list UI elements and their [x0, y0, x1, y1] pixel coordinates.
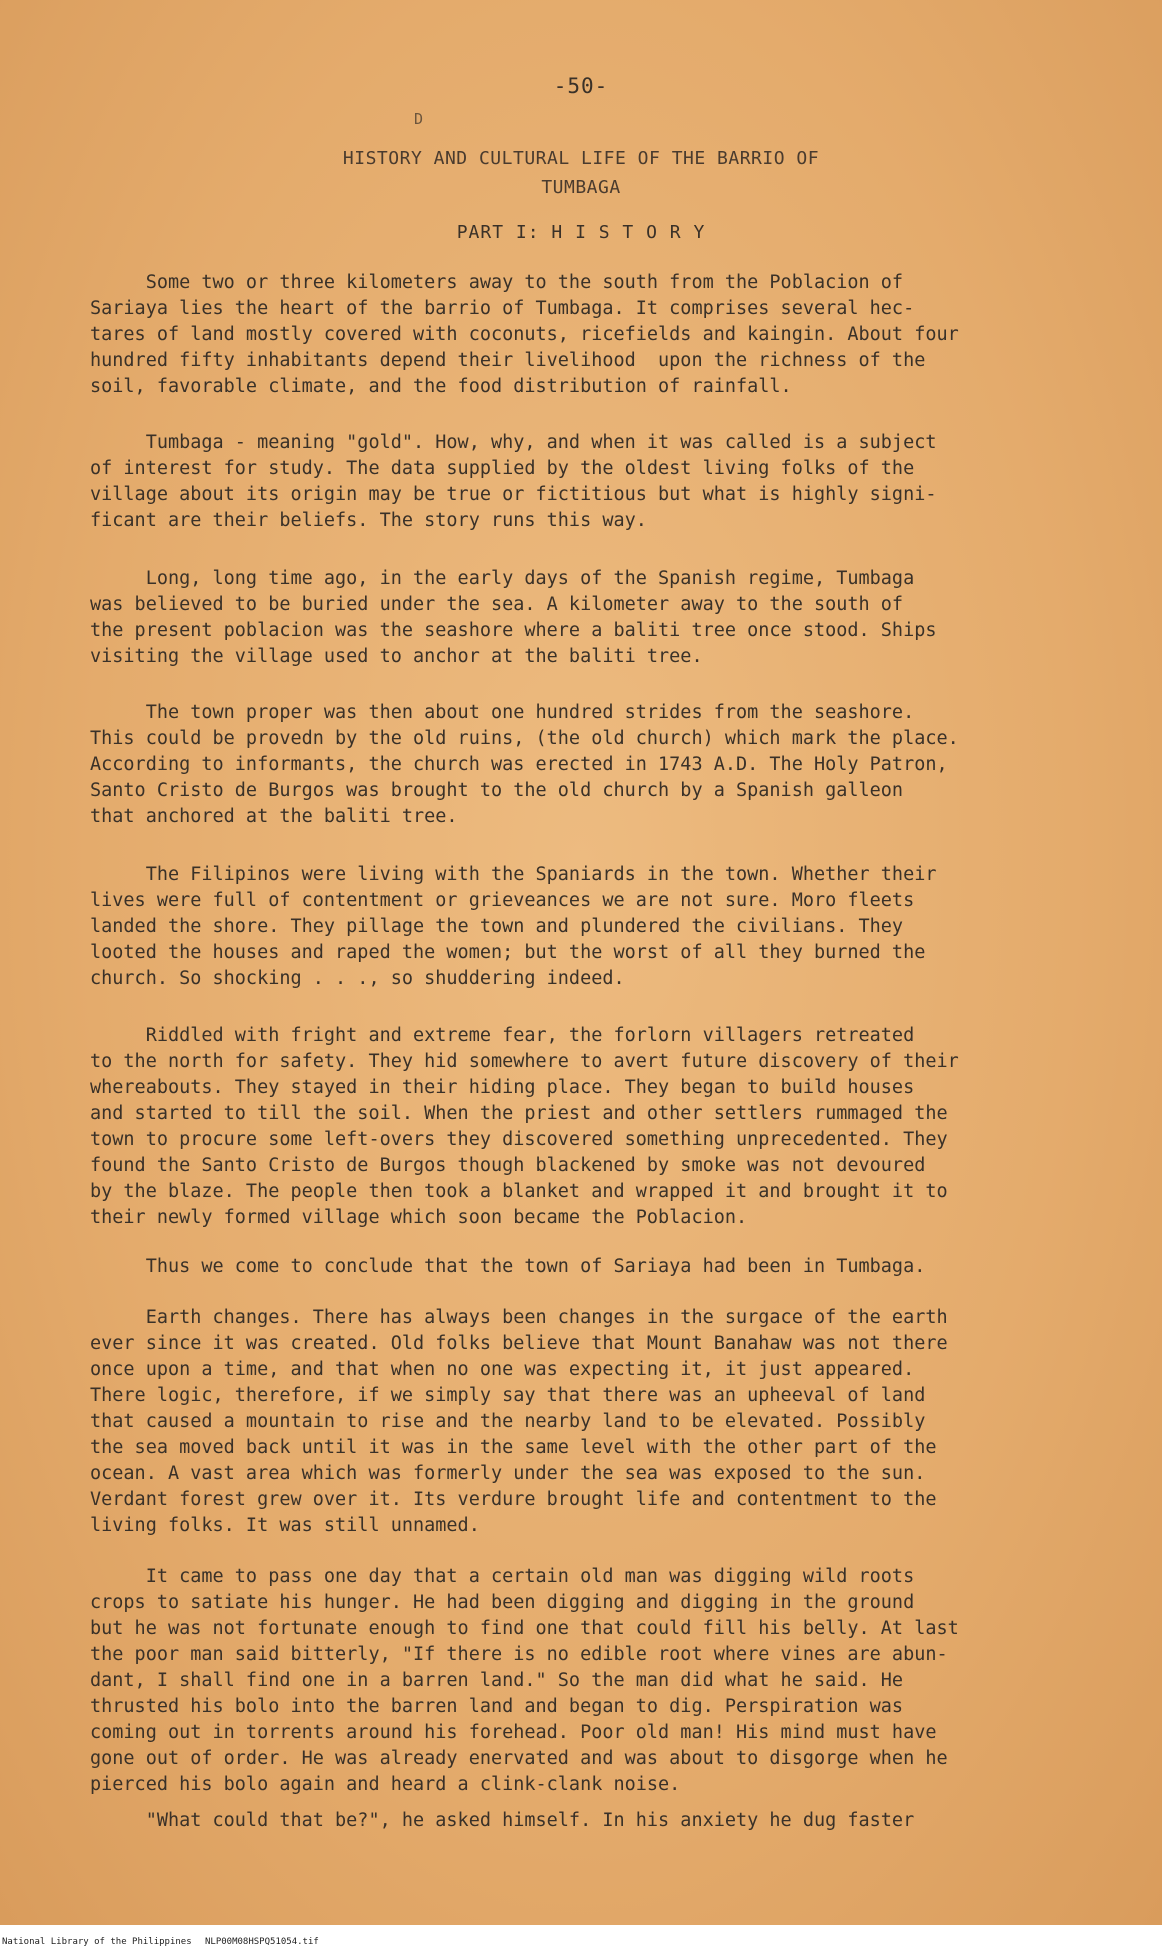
text-line: Thus we come to conclude that the town of Sariaya had been in Tumbaga. [90, 1256, 926, 1277]
text-line: but he was not fortunate enough to find one that could fill his belly. At last [90, 1618, 959, 1639]
text-line: Long, long time ago, in the early days of the Spanish regime, Tumbaga [90, 568, 915, 589]
paragraph [90, 270, 1080, 400]
text-line: hundred fifty inhabitants depend their livelihood upon the richness of the [90, 350, 926, 371]
text-line: church. So shocking . . ., so shuddering indeed. [90, 968, 625, 989]
title-line-1: HISTORY AND CULTURAL LIFE OF THE BARRIO OF [342, 148, 820, 169]
text-line: the sea moved back until it was in the same level with the other part of the [90, 1437, 937, 1458]
text-line: that anchored at the baliti tree. [90, 806, 458, 827]
text-line: lives were full of contentment or grieveances we are not sure. Moro fleets [90, 890, 915, 911]
text-line: landed the shore. They pillage the town and plundered the civilians. They [90, 916, 904, 937]
paragraph [90, 1254, 1080, 1280]
part-heading: PART I: H I S T O R Y [456, 222, 706, 243]
text-line: thrusted his bolo into the barren land and began to dig. Perspiration was [90, 1696, 904, 1717]
text-line: the present poblacion was the seashore where a baliti tree once stood. Ships [90, 620, 937, 641]
text-line: ficant are their beliefs. The story runs this way. [90, 510, 647, 531]
text-line: dant, I shall find one in a barren land." So the man did what he said. He [90, 1670, 904, 1691]
text-line: was believed to be buried under the sea. A kilometer away to the south of [90, 594, 904, 615]
text-line: the poor man said bitterly, "If there is no edible root where vines are abun- [90, 1644, 948, 1665]
text-line: town to procure some left-overs they discovered something unprecedented. They [90, 1129, 948, 1150]
text-line: visiting the village used to anchor at the baliti tree. [90, 646, 703, 667]
text-line: According to informants, the church was erected in 1743 A.D. The Holy Patron, [90, 754, 948, 775]
paragraph [90, 1564, 1080, 1798]
text-line: found the Santo Cristo de Burgos though blackened by smoke was not devoured [90, 1155, 926, 1176]
text-line: crops to satiate his hunger. He had been digging and digging in the ground [90, 1592, 915, 1613]
text-line: Earth changes. There has always been changes in the surgace of the earth [90, 1307, 948, 1328]
paragraph [90, 1023, 1080, 1231]
footer-file-name: NLP00M08HSPQ51054.tif [205, 1937, 319, 1947]
text-line: ever since it was created. Old folks believe that Mount Banahaw was not there [90, 1333, 948, 1354]
text-line: looted the houses and raped the women; but the worst of all they burned the [90, 942, 926, 963]
text-line: Verdant forest grew over it. Its verdure brought life and contentment to the [90, 1489, 937, 1510]
text-line: once upon a time, and that when no one was expecting it, it just appeared. [90, 1359, 915, 1380]
text-line: Santo Cristo de Burgos was brought to the old church by a Spanish galleon [90, 780, 904, 801]
text-line: The Filipinos were living with the Spaniards in the town. Whether their [90, 864, 937, 885]
text-line: to the north for safety. They hid somewhere to avert future discovery of their [90, 1051, 959, 1072]
text-line: by the blaze. The people then took a blanket and wrapped it and brought it to [90, 1181, 948, 1202]
text-line: whereabouts. They stayed in their hiding place. They began to build houses [90, 1077, 915, 1098]
title-line-2: TUMBAGA [541, 177, 621, 198]
text-line: that caused a mountain to rise and the nearby land to be elevated. Possibly [90, 1411, 926, 1432]
text-line: Sariaya lies the heart of the barrio of Tumbaga. It comprises several hec- [90, 298, 915, 319]
text-line: Tumbaga - meaning "gold". How, why, and when it was called is a subject [90, 432, 937, 453]
paragraph [90, 1808, 1080, 1834]
text-line: "What could that be?", he asked himself. In his anxiety he dug faster [90, 1810, 915, 1831]
corner-mark: D [414, 110, 424, 128]
text-line: ocean. A vast area which was formerly under the sea was exposed to the sun. [90, 1463, 926, 1484]
text-line: coming out in torrents around his forehead. Poor old man! His mind must have [90, 1722, 937, 1743]
text-line: of interest for study. The data supplied by the oldest living folks of the [90, 458, 915, 479]
text-line: The town proper was then about one hundred strides from the seashore. [90, 702, 915, 723]
paragraph [90, 700, 1080, 830]
text-line: There logic, therefore, if we simply say that there was an upheeval of land [90, 1385, 926, 1406]
text-line: This could be provedn by the old ruins, (the old church) which mark the place. [90, 728, 959, 749]
text-line: Riddled with fright and extreme fear, the forlorn villagers retreated [90, 1025, 915, 1046]
text-line: soil, favorable climate, and the food distribution of rainfall. [90, 376, 792, 397]
text-line: village about its origin may be true or fictitious but what is highly signi- [90, 484, 937, 505]
text-line: their newly formed village which soon became the Poblacion. [90, 1207, 748, 1228]
footer-library-name: National Library of the Philippines [2, 1937, 192, 1947]
text-line: living folks. It was still unnamed. [90, 1515, 480, 1536]
text-line: and started to till the soil. When the priest and other settlers rummaged the [90, 1103, 948, 1124]
scan-footer [0, 1925, 1162, 1950]
paragraph [90, 566, 1080, 670]
text-line: tares of land mostly covered with coconuts, ricefields and kaingin. About four [90, 324, 959, 345]
text-line: gone out of order. He was already enervated and was about to disgorge when he [90, 1748, 948, 1769]
text-line: Some two or three kilometers away to the south from the Poblacion of [90, 272, 904, 293]
text-line: pierced his bolo again and heard a clink-clank noise. [90, 1774, 681, 1795]
paragraph [90, 862, 1080, 992]
page-number: -50- [553, 74, 609, 98]
text-line: It came to pass one day that a certain old man was digging wild roots [90, 1566, 915, 1587]
paragraph [90, 430, 1080, 534]
paragraph [90, 1305, 1080, 1539]
